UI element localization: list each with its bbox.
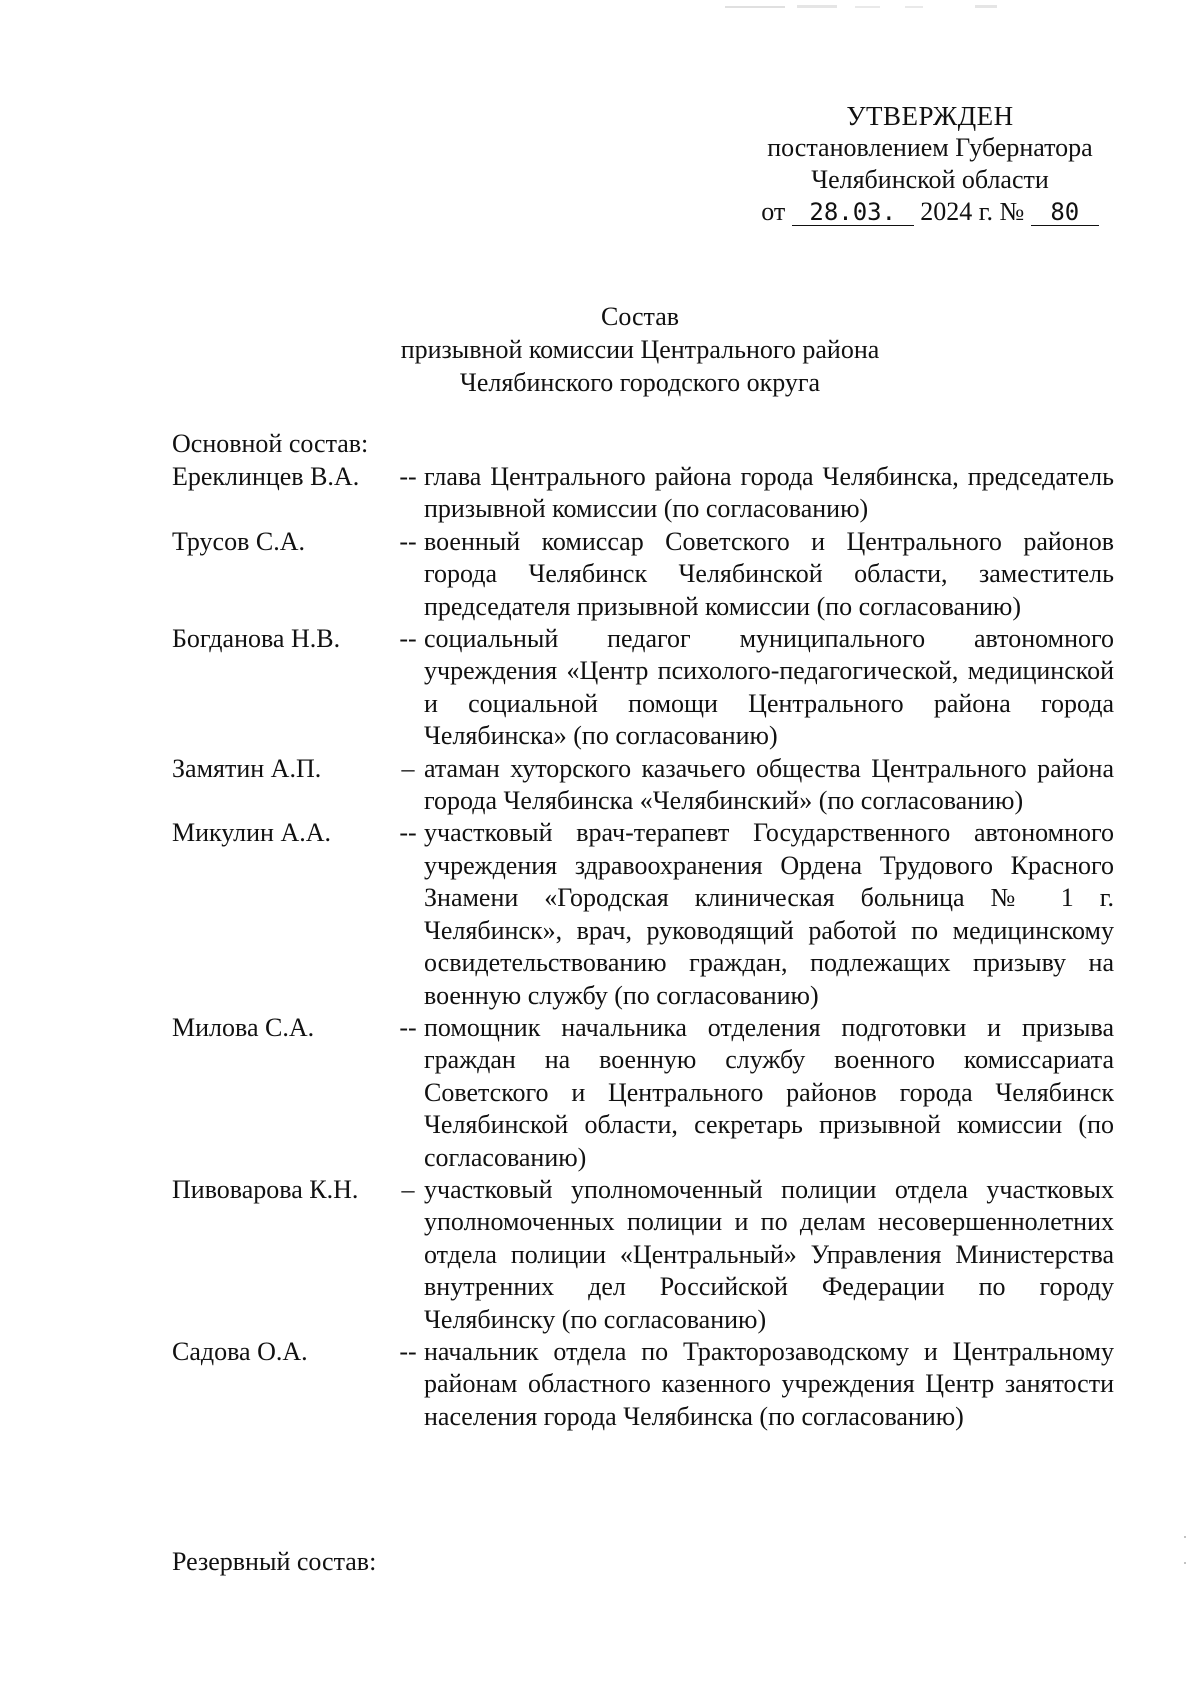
member-row (172, 623, 1122, 753)
approval-line-1: постановлением Губернатора (767, 133, 1093, 162)
approval-date-line (740, 196, 1120, 228)
member-description: помощник начальника отделения подготовки и призыва граждан на военную службу военного комиссариата Советского и Центрального районов города Челябинск Челябинской области, секретарь призывной комиссии (по согласованию) (424, 1012, 1114, 1172)
member-row (172, 753, 1122, 818)
member-dash: -- (399, 462, 417, 491)
member-name: Замятин А.П. (172, 753, 322, 783)
scan-artifact (725, 0, 1045, 14)
member-list (172, 461, 1122, 1433)
member-row (172, 526, 1122, 623)
approval-stamp (740, 100, 1120, 228)
scan-speck (1184, 1562, 1186, 1564)
approval-year: 2024 г. № (920, 197, 1025, 226)
member-row (172, 1174, 1122, 1336)
member-name: Трусов С.А. (172, 526, 305, 556)
main-composition-label: Основной состав: (172, 429, 369, 458)
member-name: Микулин А.А. (172, 818, 332, 848)
member-dash: – (401, 1174, 415, 1204)
member-row (172, 1012, 1122, 1174)
approval-date: 28.03. (792, 199, 914, 226)
document-heading (200, 300, 1080, 399)
approval-number: 80 (1031, 199, 1099, 226)
reserve-composition-label: Резервный состав: (172, 1547, 377, 1576)
member-description: участковый уполномоченный полиции отдела участковых уполномоченных полиции и по делам несовершеннолетних отдела полиции «Центральный» Управления Министерства внутренних дел Российской Федерации по городу Челябинску (по согласованию) (424, 1174, 1114, 1334)
member-description: участковый врач-терапевт Государственного автономного учреждения здравоохранения Ордена Трудового Красного Знамени «Городская клиническая больница № 1 г. Челябинск», врач, руководящий работой по медицинскому освидетельствованию граждан, подлежащих призыву на военную службу (по согласованию) (424, 818, 1114, 1010)
heading-line-1: Состав (600, 302, 680, 331)
member-name: Садова О.А. (172, 1336, 308, 1366)
member-description: военный комиссар Советского и Центрального районов города Челябинск Челябинской области, заместитель председателя призывной комиссии (по согласованию) (424, 526, 1114, 621)
member-dash: -- (399, 1012, 417, 1042)
member-description: глава Центрального района города Челябинска, председатель призывной комиссии (по согласованию) (424, 462, 1114, 524)
member-row (172, 1336, 1122, 1433)
member-name: Ереклинцев В.А. (172, 462, 360, 491)
member-row (172, 817, 1122, 1011)
member-dash: -- (399, 1336, 417, 1366)
approval-line-2: Челябинской области (811, 165, 1049, 194)
member-name: Пивоварова К.Н. (172, 1174, 359, 1204)
approval-from: от (761, 197, 786, 226)
member-description: социальный педагог муниципального автономного учреждения «Центр психолого-педагогической, медицинской и социальной помощи Центрального района города Челябинска» (по согласованию) (424, 624, 1114, 751)
member-description: начальник отдела по Тракторозаводскому и Центральному районам областного казенного учреждения Центр занятости населения города Челябинска (по согласованию) (424, 1336, 1114, 1431)
member-dash: -- (399, 624, 417, 654)
heading-line-3: Челябинского городского округа (459, 368, 821, 397)
member-dash: -- (399, 818, 417, 848)
heading-line-2: призывной комиссии Центрального района (400, 335, 880, 364)
member-name: Милова С.А. (172, 1012, 315, 1042)
member-description: атаман хуторского казачьего общества Центрального района города Челябинска «Челябинский» (по согласованию) (424, 753, 1114, 816)
member-dash: – (401, 753, 415, 783)
member-dash: -- (399, 526, 417, 556)
member-name: Богданова Н.В. (172, 624, 341, 654)
scan-speck (1184, 1536, 1186, 1538)
approval-title: УТВЕРЖДЕН (846, 101, 1014, 131)
member-row (172, 461, 1122, 526)
